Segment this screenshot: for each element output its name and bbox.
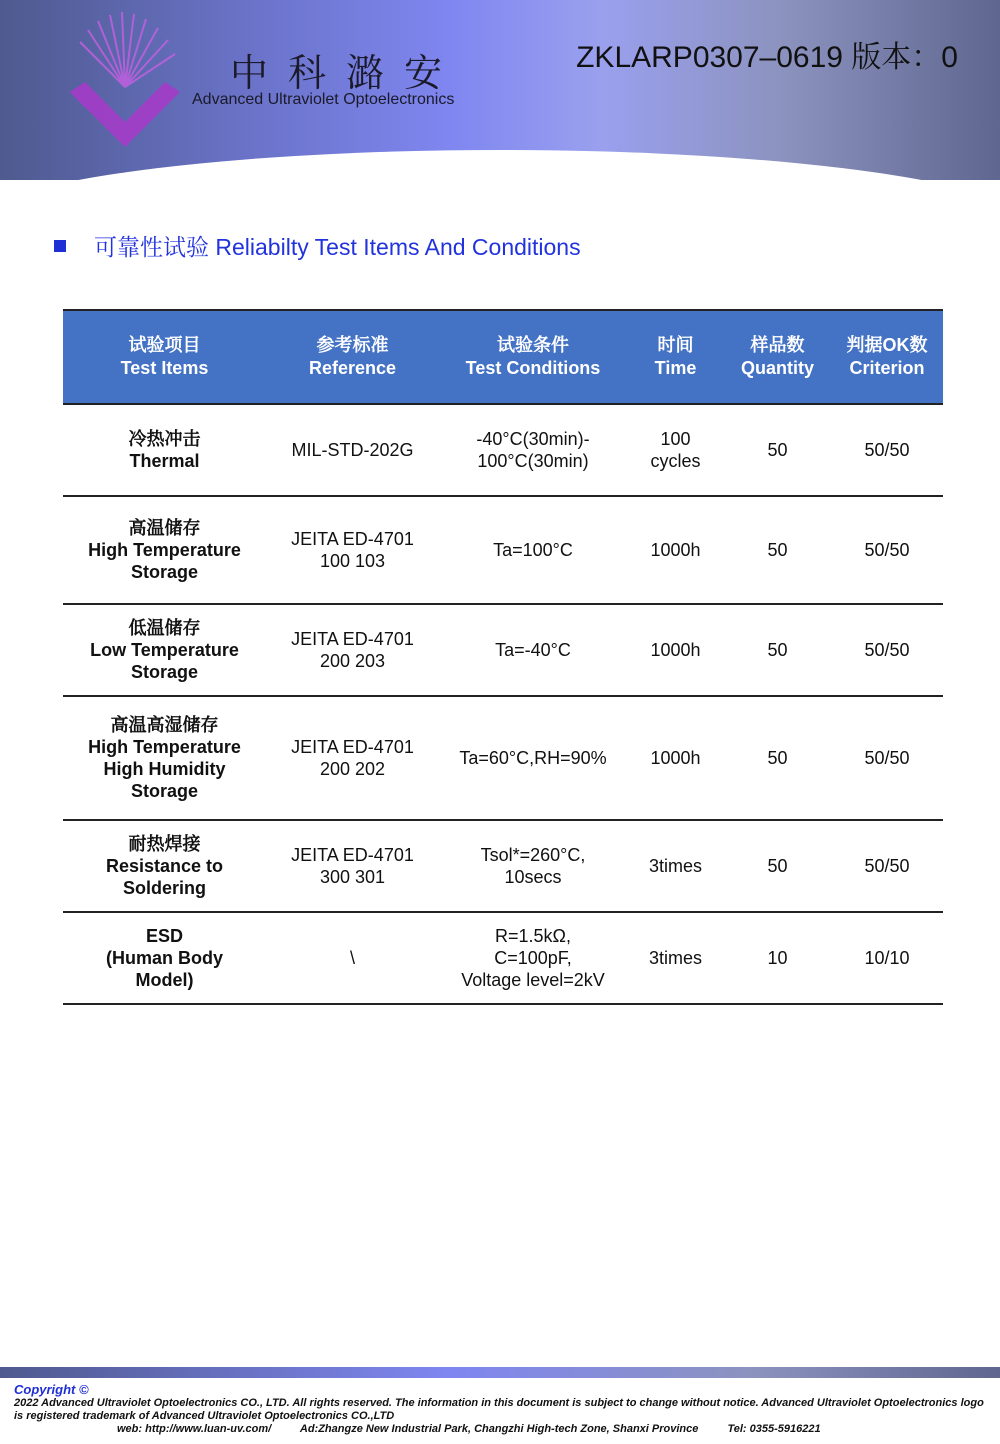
contact-line — [14, 1423, 994, 1436]
cell-criterion: 10/10 — [831, 912, 943, 1004]
cell-quantity: 50 — [724, 696, 831, 820]
table-row — [63, 696, 943, 820]
cell-conditions: R=1.5kΩ, C=100pF, Voltage level=2kV — [439, 912, 627, 1004]
diamond-rays-logo-icon — [70, 12, 180, 147]
cell-time: 1000h — [627, 604, 724, 696]
table-row — [63, 404, 943, 496]
cell-time: 3times — [627, 912, 724, 1004]
cell-conditions: Ta=100°C — [439, 496, 627, 604]
cell-conditions: Tsol*=260°C, 10secs — [439, 820, 627, 912]
cell-reference: MIL-STD-202G — [266, 404, 439, 496]
cell-reference: JEITA ED-4701 100 103 — [266, 496, 439, 604]
cell-test-item: 耐热焊接 Resistance to Soldering — [63, 820, 266, 912]
cell-criterion: 50/50 — [831, 496, 943, 604]
table-row — [63, 912, 943, 1004]
cell-conditions: -40°C(30min)- 100°C(30min) — [439, 404, 627, 496]
header-test-items: 试验项目 Test Items — [63, 310, 266, 404]
cell-reference: JEITA ED-4701 200 203 — [266, 604, 439, 696]
cell-reference: \ — [266, 912, 439, 1004]
cell-test-item: 低温储存 Low Temperature Storage — [63, 604, 266, 696]
section-title — [54, 229, 581, 262]
table-row — [63, 496, 943, 604]
reliability-test-table — [63, 309, 943, 1005]
telephone-text: Tel: 0355-5916221 — [727, 1423, 821, 1435]
cell-criterion: 50/50 — [831, 696, 943, 820]
cell-conditions: Ta=-40°C — [439, 604, 627, 696]
cell-time: 1000h — [627, 496, 724, 604]
cell-test-item: ESD (Human Body Model) — [63, 912, 266, 1004]
cell-test-item: 冷热冲击 Thermal — [63, 404, 266, 496]
cell-time: 100 cycles — [627, 404, 724, 496]
cell-quantity: 10 — [724, 912, 831, 1004]
cell-quantity: 50 — [724, 496, 831, 604]
cell-criterion: 50/50 — [831, 604, 943, 696]
header-test-conditions: 试验条件 Test Conditions — [439, 310, 627, 404]
brand-name-cn: 中科潞安 — [230, 51, 463, 95]
header-time: 时间 Time — [627, 310, 724, 404]
cell-time: 3times — [627, 820, 724, 912]
section-title-text: 可靠性试验 Reliabilty Test Items And Conditions — [94, 234, 581, 260]
address-text: Ad:Zhangze New Industrial Park, Changzhi High-tech Zone, Shanxi Province — [299, 1423, 699, 1435]
copyright-label: Copyright © — [14, 1382, 89, 1397]
cell-criterion: 50/50 — [831, 820, 943, 912]
brand-name-en: Advanced Ultraviolet Optoelectronics — [192, 91, 455, 108]
footer — [14, 1382, 994, 1436]
cell-criterion: 50/50 — [831, 404, 943, 496]
cell-quantity: 50 — [724, 820, 831, 912]
website-link[interactable]: web: http://www.luan-uv.com/ — [117, 1423, 272, 1435]
cell-quantity: 50 — [724, 404, 831, 496]
cell-test-item: 高温高湿储存 High Temperature High Humidity Storage — [63, 696, 266, 820]
document-code: ZKLARP0307–0619 版本：0 — [576, 41, 958, 74]
cell-quantity: 50 — [724, 604, 831, 696]
header-criterion: 判据OK数 Criterion — [831, 310, 943, 404]
header-quantity: 样品数 Quantity — [724, 310, 831, 404]
table-header-row — [63, 310, 943, 404]
cell-test-item: 高温储存 High Temperature Storage — [63, 496, 266, 604]
table-row — [63, 604, 943, 696]
cell-reference: JEITA ED-4701 200 202 — [266, 696, 439, 820]
cell-reference: JEITA ED-4701 300 301 — [266, 820, 439, 912]
cell-time: 1000h — [627, 696, 724, 820]
footer-bar — [0, 1367, 1000, 1378]
table-row — [63, 820, 943, 912]
legal-notice: 2022 Advanced Ultraviolet Optoelectronics CO., LTD. All rights reserved. The information in this document is subject to change without notice. Advanced Ultraviolet Optoelectronics logo is registered trademark of Advanced Ultraviolet Optoelectronics CO.,LTD — [14, 1397, 984, 1422]
square-bullet-icon — [54, 240, 66, 252]
header-reference: 参考标准 Reference — [266, 310, 439, 404]
cell-conditions: Ta=60°C,RH=90% — [439, 696, 627, 820]
